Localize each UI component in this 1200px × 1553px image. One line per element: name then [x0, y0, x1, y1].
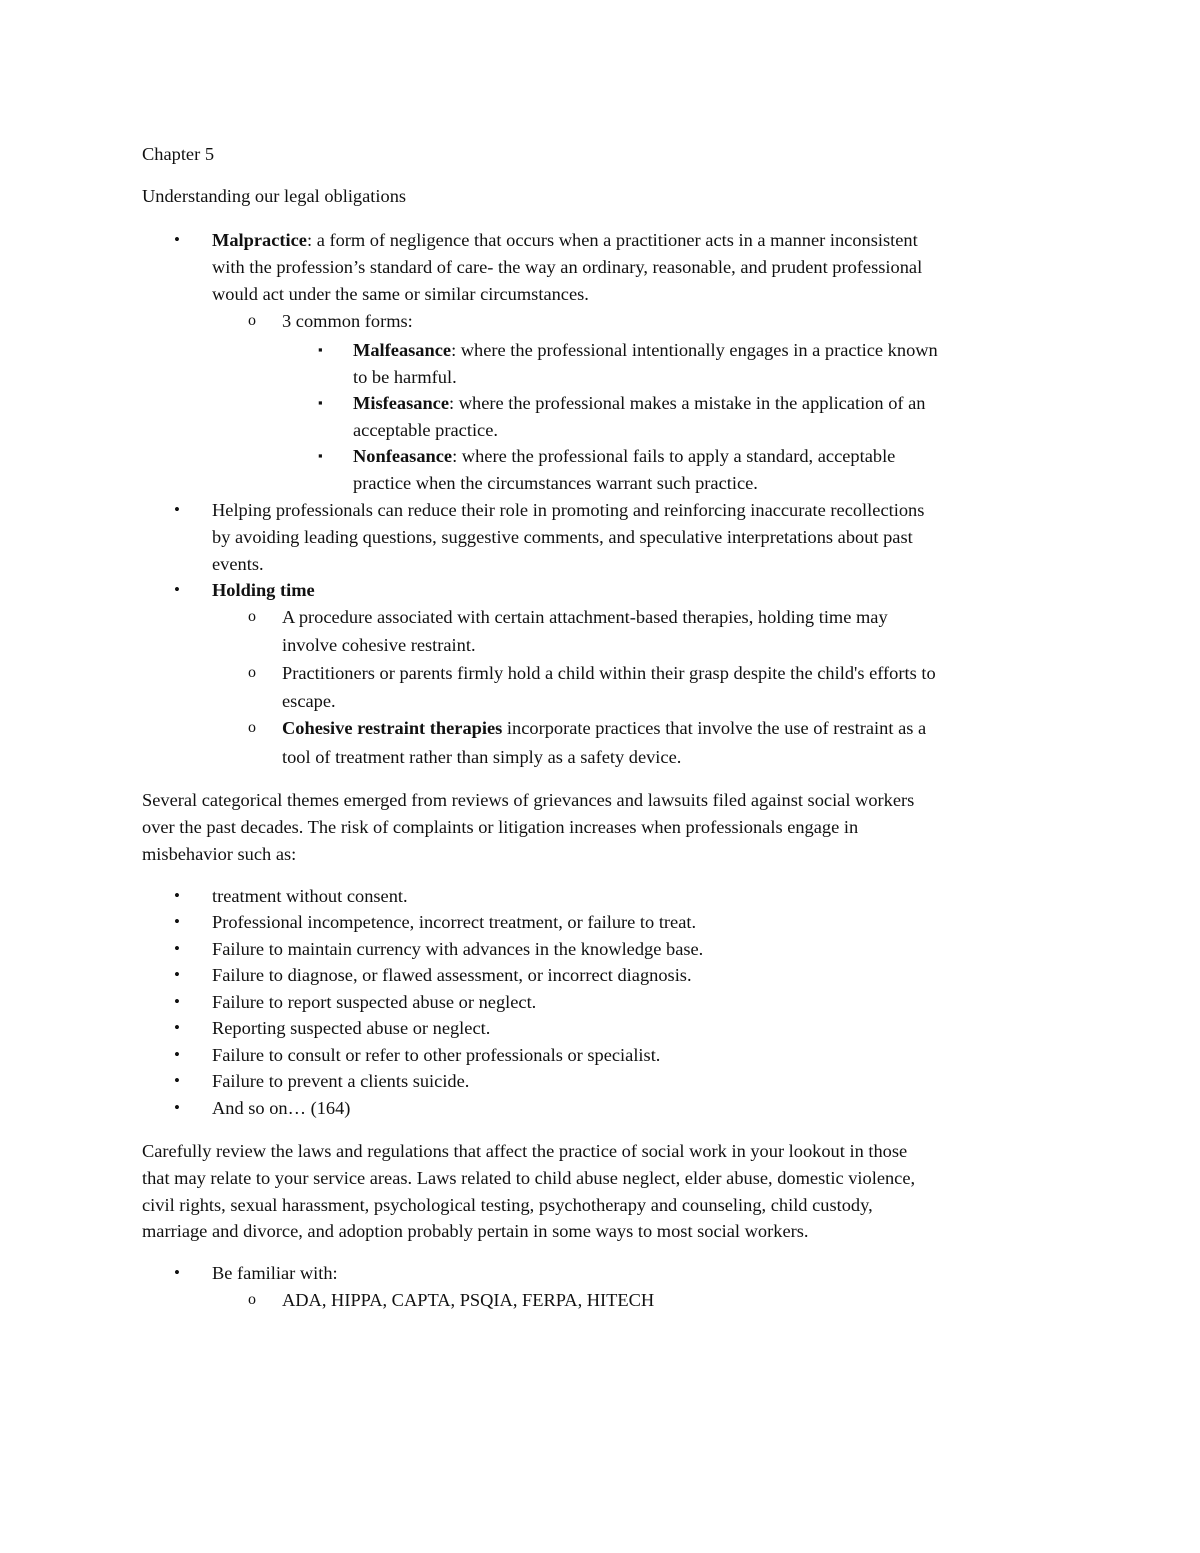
holding-text: Practitioners or parents firmly hold a child within their grasp despite the child's efforts to: [282, 663, 936, 683]
bullet-marker: •: [174, 912, 180, 931]
chapter-heading: Chapter 5: [142, 144, 215, 164]
bullet-marker: •: [174, 965, 180, 984]
holding-text: escape.: [282, 691, 336, 711]
familiar-label: Be familiar with:: [212, 1263, 338, 1283]
cohesive-restraint-text: incorporate practices that involve the use of restraint as a: [502, 718, 927, 738]
nonfeasance-text: : where the professional fails to apply a standard, acceptable: [452, 446, 896, 466]
helping-text: by avoiding leading questions, suggestive comments, and speculative interpretations about past: [212, 527, 913, 547]
holding-time-term: Holding time: [212, 580, 315, 600]
list-item: treatment without consent.: [212, 886, 408, 906]
cohesive-restraint-term: Cohesive restraint therapies: [282, 718, 503, 738]
list-item: And so on… (164): [212, 1098, 351, 1118]
nonfeasance-text: practice when the circumstances warrant such practice.: [353, 473, 758, 493]
cohesive-restraint-item: [282, 716, 926, 740]
section-subtitle: Understanding our legal obligations: [142, 186, 407, 206]
malpractice-text: with the profession’s standard of care- the way an ordinary, reasonable, and prudent professional: [212, 257, 923, 277]
malfeasance-item: [353, 338, 938, 362]
malfeasance-term: Malfeasance: [353, 340, 452, 360]
bullet-marker: •: [174, 500, 180, 519]
misfeasance-item: [353, 391, 925, 415]
holding-text: tool of treatment rather than simply as a safety device.: [282, 747, 682, 767]
circle-marker: o: [248, 664, 256, 681]
list-item: Failure to prevent a clients suicide.: [212, 1071, 470, 1091]
bullet-marker: •: [174, 1263, 180, 1282]
square-marker: ▪: [318, 448, 323, 463]
list-item: Failure to consult or refer to other professionals or specialist.: [212, 1045, 661, 1065]
list-item: Failure to report suspected abuse or neglect.: [212, 992, 537, 1012]
paragraph-text: that may relate to your service areas. Laws related to child abuse neglect, elder abuse, domestic violence,: [142, 1168, 916, 1188]
list-item: Reporting suspected abuse or neglect.: [212, 1018, 491, 1038]
malpractice-text: : a form of negligence that occurs when a practitioner acts in a manner inconsistent: [306, 230, 918, 250]
paragraph-text: over the past decades. The risk of complaints or litigation increases when professionals engage in: [142, 817, 859, 837]
misfeasance-text: acceptable practice.: [353, 420, 498, 440]
misfeasance-term: Misfeasance: [353, 393, 450, 413]
bullet-marker: •: [174, 1071, 180, 1090]
paragraph-text: civil rights, sexual harassment, psychological testing, psychotherapy and counseling, child custody,: [142, 1195, 873, 1215]
forms-label: 3 common forms:: [282, 311, 413, 331]
bullet-marker: •: [174, 992, 180, 1011]
list-item: Failure to diagnose, or flawed assessment, or incorrect diagnosis.: [212, 965, 692, 985]
square-marker: ▪: [318, 342, 323, 357]
circle-marker: o: [248, 312, 256, 329]
malfeasance-text: to be harmful.: [353, 367, 457, 387]
paragraph-text: Several categorical themes emerged from reviews of grievances and lawsuits filed against social workers: [142, 790, 915, 810]
paragraph-text: Carefully review the laws and regulations that affect the practice of social work in your lookout in those: [142, 1141, 908, 1161]
bullet-marker: •: [174, 580, 180, 599]
bullet-marker: •: [174, 230, 180, 249]
bullet-marker: •: [174, 1018, 180, 1037]
list-item: Failure to maintain currency with advances in the knowledge base.: [212, 939, 704, 959]
list-item: Professional incompetence, incorrect treatment, or failure to treat.: [212, 912, 697, 932]
holding-time-heading: [212, 578, 315, 602]
circle-marker: o: [248, 1291, 256, 1308]
bullet-marker: •: [174, 886, 180, 905]
bullet-marker: •: [174, 1098, 180, 1117]
malpractice-item: [212, 228, 918, 252]
circle-marker: o: [248, 608, 256, 625]
malpractice-term: Malpractice: [212, 230, 307, 250]
paragraph-text: misbehavior such as:: [142, 844, 297, 864]
helping-text: events.: [212, 554, 264, 574]
malfeasance-text: : where the professional intentionally engages in a practice known: [451, 340, 938, 360]
nonfeasance-term: Nonfeasance: [353, 446, 453, 466]
holding-text: involve cohesive restraint.: [282, 635, 476, 655]
malpractice-text: would act under the same or similar circumstances.: [212, 284, 589, 304]
paragraph-text: marriage and divorce, and adoption probably pertain in some ways to most social workers.: [142, 1221, 809, 1241]
nonfeasance-item: [353, 444, 895, 468]
bullet-marker: •: [174, 939, 180, 958]
bullet-marker: •: [174, 1045, 180, 1064]
holding-text: A procedure associated with certain attachment-based therapies, holding time may: [282, 607, 888, 627]
acts-list: ADA, HIPPA, CAPTA, PSQIA, FERPA, HITECH: [282, 1290, 655, 1310]
circle-marker: o: [248, 719, 256, 736]
misfeasance-text: : where the professional makes a mistake in the application of an: [449, 393, 926, 413]
helping-text: Helping professionals can reduce their role in promoting and reinforcing inaccurate recollections: [212, 500, 925, 520]
square-marker: ▪: [318, 395, 323, 410]
